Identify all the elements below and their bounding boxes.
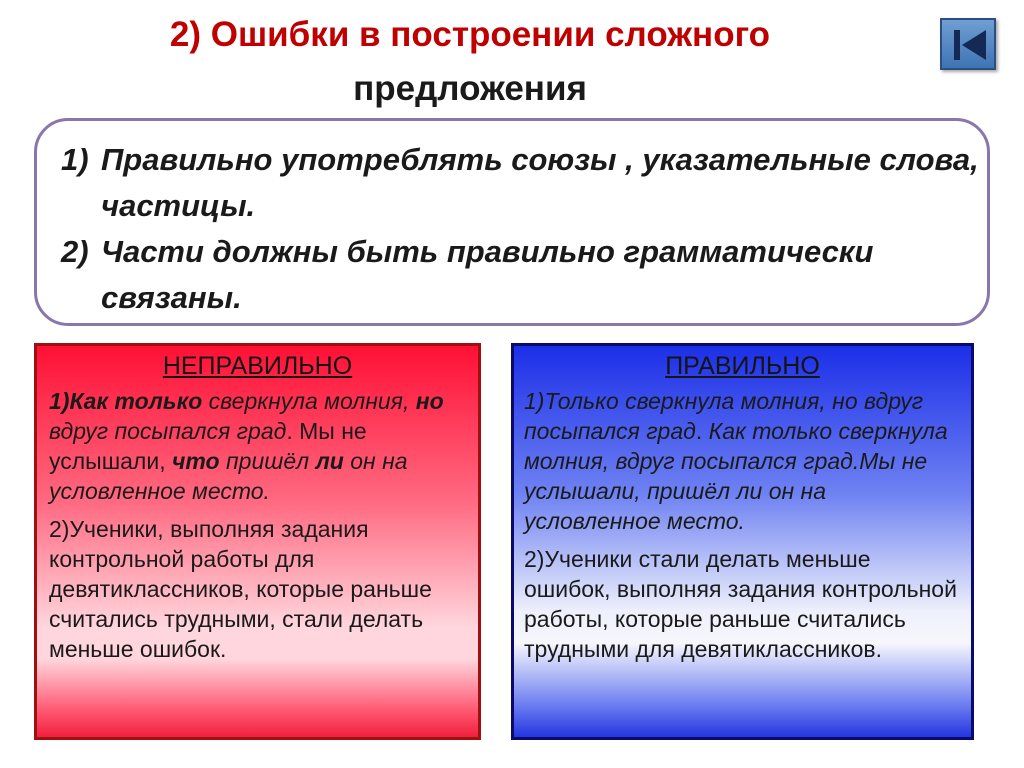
rules-box [34,118,990,326]
rule-2-text: Части должны быть правильно грамматически связаны. [101,234,874,315]
incorrect-heading: НЕПРАВИЛЬНО [162,352,353,380]
incorrect-examples [49,386,468,672]
correct-heading: ПРАВИЛЬНО [665,352,820,380]
incorrect-ex1-part: он на условленное место. [49,448,408,504]
incorrect-ex1-part: сверкнула молния, [202,388,416,414]
incorrect-ex1-part: пришёл [219,448,316,474]
incorrect-ex1-part: вдруг посыпался град [49,418,287,444]
back-nav-button[interactable] [940,18,996,70]
title-line-2: предложения [353,69,587,108]
correct-ex1-part: .Мы не услышали, пришёл ли он на условленное место. [524,448,928,534]
correct-ex1-part: 1)Только сверкнула молния, но вдруг посыпался град [524,388,924,444]
rule-1-number: 1) [61,142,89,177]
title-line-1: 2) Ошибки в построении сложного [169,15,771,54]
rule-1-text: Правильно употреблять союзы , указательные слова, частицы. [101,142,979,223]
correct-examples [524,386,961,672]
correct-example-2: 2)Ученики стали делать меньше ошибок, выполняя задания контрольной работы, которые раньше считались трудными для девятиклассников. [524,546,957,662]
rule-2-number: 2) [61,234,89,269]
slide-title [60,8,880,116]
incorrect-panel [34,343,481,740]
skip-back-icon [950,26,990,64]
incorrect-ex1-part: . Мы не услышали, [49,418,367,474]
correct-ex1-part: . [695,418,709,444]
incorrect-ex1-part: 1)Как только [49,388,203,414]
incorrect-ex1-part: но [415,388,444,414]
incorrect-example-1 [49,386,468,506]
correct-example-1 [524,386,961,536]
correct-panel [511,343,974,740]
incorrect-ex1-part: ли [315,448,344,474]
incorrect-example-2: 2)Ученики, выполняя задания контрольной работы для девятиклассников, которые раньше считались трудными, стали делать меньше ошибок. [49,516,432,662]
incorrect-ex1-part: что [172,448,220,474]
correct-ex1-part: Как только сверкнула молния, вдруг посыпался град [524,418,948,474]
